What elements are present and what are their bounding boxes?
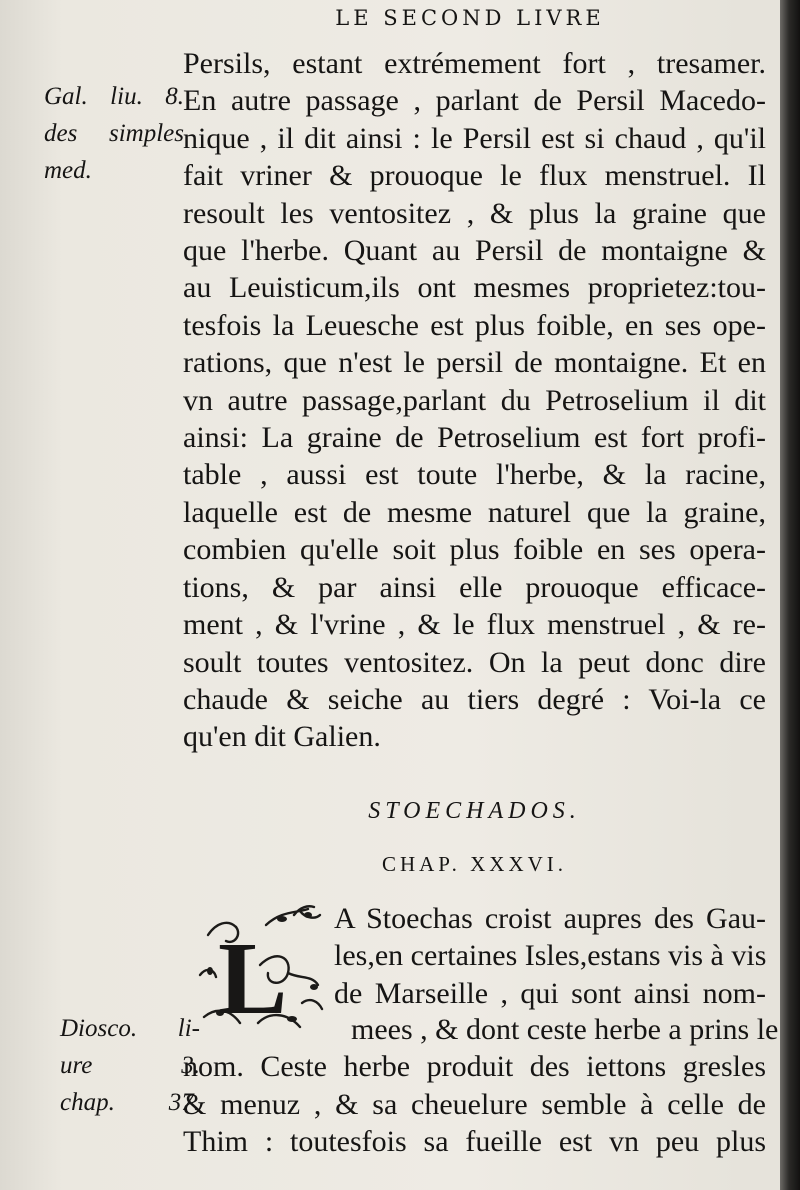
text-line: Persils, estant extrémement fort , tresamer. (183, 47, 766, 80)
section-title: STOECHADOS. (368, 798, 581, 824)
text-line: chaude & seiche au tiers degré : Voi-la ce (183, 682, 766, 716)
text-line: En autre passage , parlant de Persil Macedo- (183, 84, 766, 118)
margin-note-dioscoride (60, 1010, 200, 1121)
margin-note-line: chap. 37. (60, 1089, 200, 1116)
margin-note-line: Gal. liu. 8. (44, 83, 184, 110)
text-line: ainsi: La graine de Petroselium est fort profi- (183, 421, 766, 455)
page-edge (780, 0, 800, 1190)
text-line: nom. Ceste herbe produit des iettons gresles (183, 1050, 766, 1084)
text-line: qu'en dit Galien. (183, 720, 381, 754)
text-line: tions, & par ainsi elle prouoque efficace- (183, 570, 766, 604)
text-line: au Leuisticum,ils ont mesmes proprietez:tou- (183, 271, 766, 305)
text-line: les,en certaines Isles,estans vis à vis (334, 939, 767, 973)
paragraph-stoechas (183, 1011, 779, 1161)
paragraph-stoechas-beside-initial (334, 900, 766, 1012)
text-line: de Marseille , qui sont ainsi nom- (334, 976, 766, 1010)
text-line: resoult les ventositez , & plus la graine que (183, 196, 766, 230)
text-line: tesfois la Leuesche est plus foible, en ses ope- (183, 308, 766, 342)
text-line: mees , & dont ceste herbe a prins le (351, 1013, 779, 1046)
text-line: Thim : toutesfois sa fueille est vn peu plus (183, 1125, 766, 1159)
text-line: nique , il dit ainsi : le Persil est si chaud , qu'il (183, 121, 766, 155)
text-line: que l'herbe. Quant au Persil de montaigne & (183, 234, 766, 268)
text-line: & menuz , & sa cheuelure semble à celle de (183, 1087, 766, 1121)
paragraph-persil (183, 45, 766, 756)
margin-note-line: ure 3. (60, 1052, 200, 1079)
margin-note-line: des simples (44, 120, 184, 147)
text-line: vn autre passage,parlant du Petroselium il dit (183, 383, 766, 417)
text-line: laquelle est de mesme naturel que la graine, (183, 495, 766, 529)
text-line: ment , & l'vrine , & le flux menstruel , & re- (183, 608, 766, 642)
text-line: rations, que n'est le persil de montaigne. Et en (183, 346, 766, 380)
text-line: soult toutes ventositez. On la peut donc dire (183, 645, 766, 679)
margin-note-galien (44, 78, 184, 189)
chapter-heading: CHAP. XXXVI. (381, 852, 568, 876)
margin-note-line: Diosco. li- (60, 1015, 200, 1042)
initial-letter: L (218, 921, 288, 1035)
text-line: table , aussi est toute l'herbe, & la racine, (183, 458, 766, 492)
text-line: fait vriner & prouoque le flux menstruel. Il (183, 159, 766, 193)
text-line: combien qu'elle soit plus foible en ses opera- (183, 533, 766, 567)
text-line: A Stoechas croist aupres des Gau- (334, 902, 766, 935)
running-head: LE SECOND LIVRE (335, 6, 605, 30)
margin-note-line: med. (44, 157, 92, 184)
